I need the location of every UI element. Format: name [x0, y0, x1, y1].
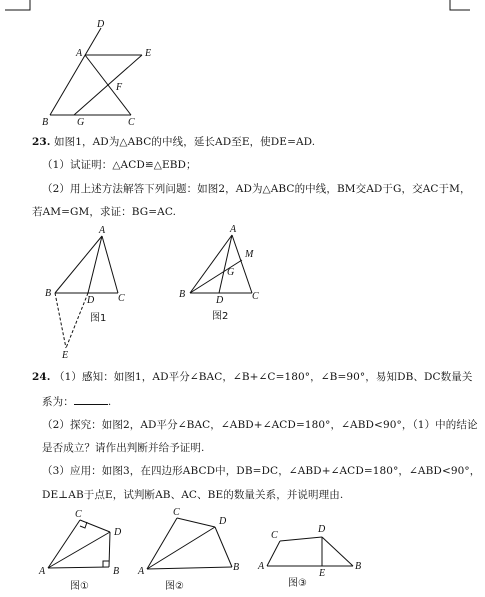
q24-part3-line2: DE⊥AB于点E，试判断AB、AC、BE的数量关系，并说明理由. [42, 489, 344, 501]
q23-stem-line [32, 135, 315, 149]
q24-fig1-label-a: A [39, 566, 46, 577]
q23-fig2-caption: 图2 [212, 311, 229, 322]
top-label-b: B [42, 117, 49, 128]
q24-fig2-label-d: D [219, 516, 227, 527]
q24-part1-line2-text: 系为： [42, 396, 74, 408]
q24-fig3-diagram [255, 505, 375, 597]
q23-fig1-diagram [0, 220, 180, 365]
q23-part2-line1: （2）用上述方法解答下列问题：如图2，AD为△ABC的中线，BM交AD于G，交AC于M， [42, 183, 471, 195]
q24-fig1-label-b: B [113, 566, 120, 577]
q24-fig3-label-d: D [318, 524, 326, 535]
q24-figure-3 [255, 505, 375, 597]
q24-fig3-caption: 图③ [288, 578, 307, 589]
top-label-f: F [116, 82, 123, 93]
q24-fig3-label-a: A [258, 561, 265, 572]
q24-part3-line1: （3）应用：如图3，在四边形ABCD中，DB=DC，∠ABD+∠ACD=180°，∠ABD<90°， [42, 465, 481, 477]
q23-fig2-label-g: G [227, 267, 235, 278]
q24-answer-blank[interactable] [74, 394, 108, 405]
q24-fig2-label-c: C [173, 507, 180, 518]
q23-fig2-label-a: A [230, 224, 237, 235]
q24-part1-line2 [42, 394, 111, 409]
top-label-g: G [77, 117, 85, 128]
q23-fig1-label-e: E [62, 350, 69, 361]
q24-figure-1 [30, 505, 140, 597]
q24-part2-line1: （2）探究：如图2，AD平分∠BAC，∠ABD+∠ACD=180°，∠ABD<90°，（1）中的结论 [42, 419, 478, 431]
q24-fig1-label-c: C [75, 509, 82, 520]
q24-fig3-label-c: C [271, 530, 278, 541]
q23-part1: （1）试证明：△ACD≌△EBD； [42, 159, 197, 171]
q24-part1-line1: （1）感知：如图1，AD平分∠BAC，∠B+∠C=180°，∠B=90°，易知DB、DC数量关 [54, 371, 473, 383]
q24-fig1-caption: 图① [70, 581, 89, 592]
q23-fig1-label-b: B [45, 288, 52, 299]
q23-fig2-label-b: B [179, 289, 186, 300]
q24-part2-line2: 是否成立？请作出判断并给予证明. [42, 442, 205, 454]
q23-figure-1 [0, 220, 180, 365]
top-label-a: A [76, 48, 83, 59]
top-label-e: E [145, 48, 152, 59]
q24-number: 24. [32, 371, 51, 383]
q24-fig1-label-d: D [114, 527, 122, 538]
top-figure [0, 0, 200, 130]
q24-fig2-diagram [135, 505, 255, 597]
q23-stem: 如图1，AD为△ABC的中线，延长AD至E，使DE=AD. [54, 136, 316, 148]
q23-fig2-label-c: C [252, 291, 259, 302]
q24-part1-line1-row [32, 370, 472, 384]
q24-fig3-label-b: B [355, 561, 362, 572]
q23-fig1-caption: 图1 [90, 313, 107, 324]
q23-figure-2 [170, 220, 290, 330]
q23-part2-line2: 若AM=GM，求证：BG=AC. [32, 206, 177, 218]
q23-fig1-label-c: C [118, 293, 125, 304]
q24-part1-line2-end: . [107, 396, 112, 408]
q24-figure-2 [135, 505, 255, 597]
q23-fig1-label-d: D [87, 295, 95, 306]
top-label-c: C [128, 117, 135, 128]
top-label-d: D [97, 19, 105, 30]
q24-fig2-label-b: B [233, 562, 240, 573]
q23-number: 23. [32, 136, 51, 148]
q24-fig2-label-a: A [138, 566, 145, 577]
q23-fig2-label-m: M [245, 249, 254, 260]
q24-fig2-caption: 图② [165, 581, 184, 592]
q23-fig1-label-a: A [99, 225, 106, 236]
q23-fig2-label-d: D [216, 295, 224, 306]
q24-fig3-label-e: E [319, 568, 326, 579]
